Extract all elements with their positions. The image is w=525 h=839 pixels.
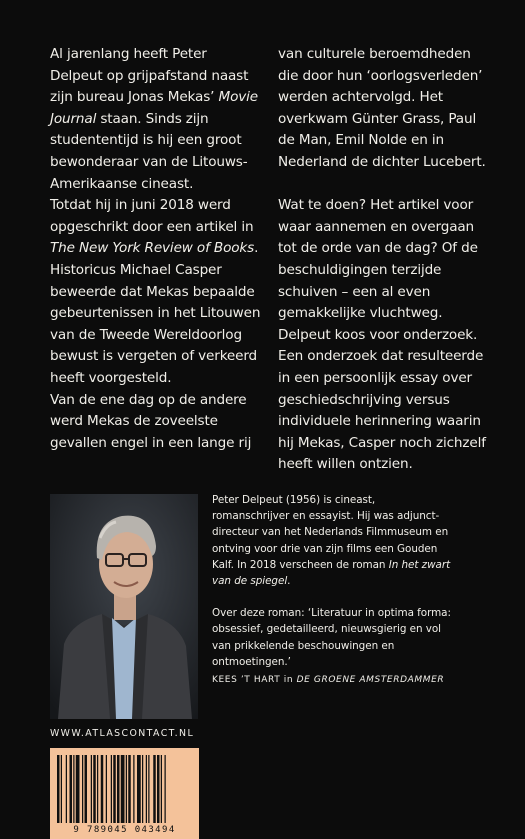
barcode-bar: [137, 755, 141, 823]
text-run: . Historicus Michael Casper beweerde dat Mekas bepaalde gebeurtenissen in het Litouwen van de Tweede Wereldoorlog bewust is vergeten of verkeerd heeft voorgesteld.: [50, 240, 261, 386]
italic-title: Movie Journal: [50, 89, 258, 127]
author-photo: [50, 494, 198, 719]
blurb-paragraph: [278, 195, 488, 476]
text-run: Totdat hij in juni 2018 werd opgeschrikt door een artikel in: [50, 197, 254, 235]
blurb-paragraph: [50, 195, 262, 389]
barcode-bar: [161, 755, 162, 823]
barcode-bar: [85, 755, 88, 823]
quote-attribution: [212, 672, 452, 688]
quote-attribution-connector: in: [283, 675, 294, 686]
barcode-bar: [101, 755, 104, 823]
barcode-bar: [117, 755, 120, 823]
isbn-barcode: [50, 748, 199, 839]
blurb-paragraph: [50, 44, 262, 195]
barcode-bar: [121, 755, 125, 823]
barcode-bar: [165, 755, 166, 823]
barcode-bar: [106, 755, 107, 823]
text-run: Al jarenlang heeft Peter Delpeut op grijpafstand naast zijn bureau Jonas Mekas’: [50, 46, 249, 106]
review-quote: Over deze roman: ‘Literatuur in optima forma: obsessief, gedetailleerd, nieuwsgierig en vol van prikkelende beschouwingen en ontmoetingen.’: [212, 607, 451, 668]
barcode-bar: [142, 755, 143, 823]
barcode-bar: [61, 755, 62, 823]
barcode-bar: [148, 755, 149, 823]
text-run: Peter Delpeut (1956) is cineast, romanschrijver en essayist. Hij was adjunct-directeur van het Nederlands Filmmuseum en ontving voor drie van zijn films een Gouden Kalf. In 2018 verscheen de roman: [212, 494, 449, 571]
blurb-paragraph: [278, 44, 488, 174]
barcode-bar: [133, 755, 134, 823]
italic-title: The New York Review of Books: [50, 240, 255, 257]
barcode-bar: [111, 755, 112, 823]
barcode-bars: [57, 755, 192, 823]
text-run: .: [287, 575, 291, 588]
text-run: Van de ene dag op de andere werd Mekas de zoveelste gevallen engel in een lange rij: [50, 391, 252, 451]
barcode-bar: [66, 755, 67, 823]
barcode-bar: [126, 755, 127, 823]
text-run: staan. Sinds zijn studententijd is hij een groot bewonderaar van de Litouws-Amerikaanse cineast.: [50, 110, 248, 192]
publisher-website: WWW.ATLASCONTACT.NL: [50, 728, 195, 739]
author-bio: [212, 492, 452, 589]
barcode-bar: [73, 755, 74, 823]
barcode-bar: [97, 755, 98, 823]
barcode-bar: [82, 755, 83, 823]
barcode-bar: [76, 755, 80, 823]
barcode-bar: [57, 755, 60, 823]
barcode-bar: [93, 755, 96, 823]
quote-attribution-publication: DE GROENE AMSTERDAMMER: [296, 675, 445, 686]
barcode-bar: [70, 755, 73, 823]
barcode-bar: [113, 755, 116, 823]
barcode-bar: [157, 755, 160, 823]
blurb-paragraph: [50, 390, 262, 455]
blurb-left-column: [50, 44, 262, 454]
blurb-right-column: [278, 44, 488, 476]
barcode-bar: [128, 755, 131, 823]
quote-attribution-name: KEES ’T HART: [212, 675, 281, 686]
paragraph-spacer: [278, 174, 488, 196]
text-run: van culturele beroemdheden die door hun ‘oorlogsverleden’ werden achtervolgd. Het overkwam Günter Grass, Paul de Man, Emil Nolde en in Nederland de dichter Lucebert.: [278, 46, 486, 170]
author-bio-block: [212, 492, 452, 688]
barcode-bar: [91, 755, 92, 823]
barcode-bar: [146, 755, 147, 823]
isbn-digits: 9 789045 043494: [73, 825, 176, 835]
text-run: Wat te doen? Het artikel voor waar aannemen en overgaan tot de orde van de dag? Of de beschuldigingen terzijde schuiven – een al even gemakkelijke vluchtweg. Delpeut koos voor onderzoek. Een onderzoek dat resulteerde in een persoonlijk essay over geschiedschrijving versus individuele herinnering waarin hij Mekas, Casper noch zichzelf heeft willen ontzien.: [278, 197, 486, 473]
italic-title: In het zwart van de spiegel: [212, 558, 451, 588]
author-portrait-image: [50, 494, 198, 719]
barcode-bar: [153, 755, 156, 823]
